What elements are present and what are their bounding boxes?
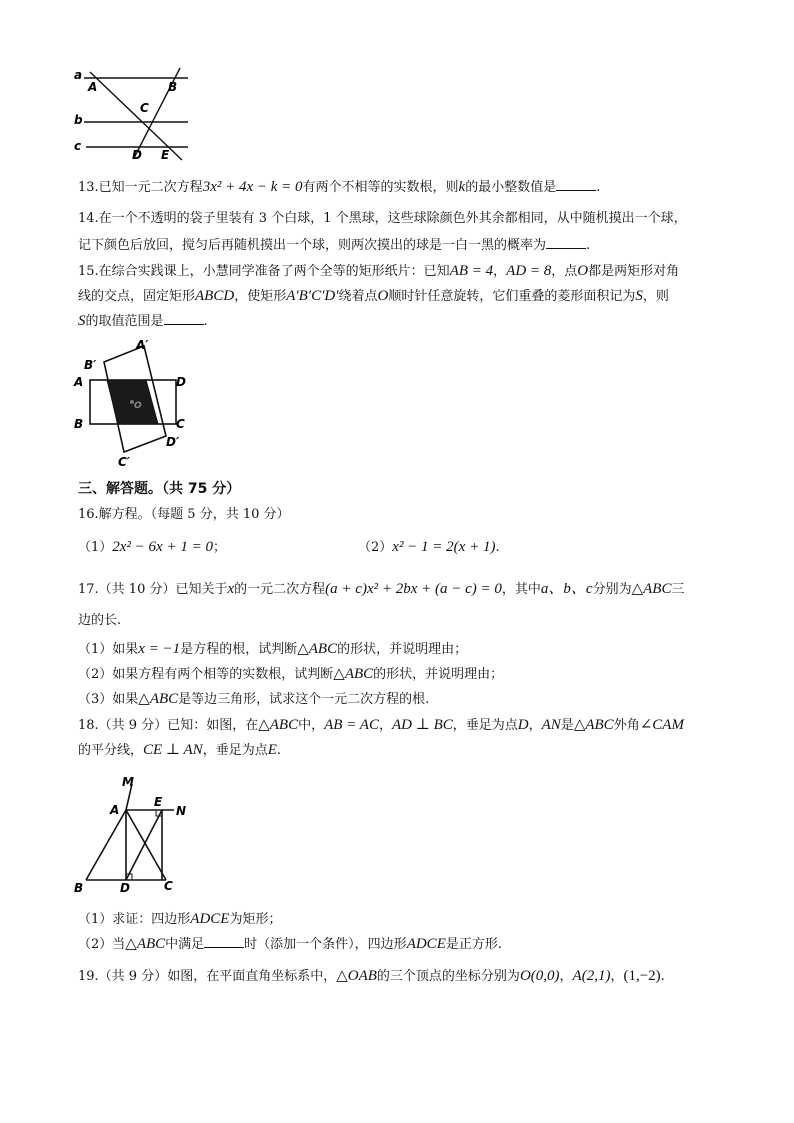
label-A-prime: A′ — [136, 338, 149, 352]
label-N: N — [176, 804, 187, 818]
triangle-figure — [70, 772, 190, 894]
label-B: B — [74, 417, 84, 431]
answer-blank — [204, 935, 244, 948]
label-D: D — [120, 881, 130, 894]
label-C-prime: C′ — [118, 455, 130, 469]
section-3-heading: 三、解答题。（共 75 分） — [78, 481, 241, 497]
label-B: B — [168, 80, 178, 94]
question-18-line-2: 的平分线，CE ⊥ AN，垂足为点E. — [78, 742, 282, 758]
question-17-line-1: 17.（共 10 分）已知关于x的一元二次方程(a + c)x² + 2bx + (a − c) = 0，其中a、b、c分别为△ABC三 — [78, 581, 685, 597]
question-15-line-2: 线的交点，固定矩形ABCD，使矩形A′B′C′D′绕着点O顺时针任意旋转，它们重叠的菱形面积记为S，则 — [78, 288, 669, 304]
question-18-line-1: 18.（共 9 分）已知：如图，在△ABC中，AB = AC，AD ⊥ BC，垂足为点D，AN是△ABC外角∠CAM — [78, 717, 684, 733]
answer-blank — [164, 312, 204, 325]
parallel-lines-figure — [70, 66, 195, 162]
question-16-part-2: （2）x² − 1 = 2(x + 1). — [358, 539, 500, 555]
label-C: C — [164, 879, 173, 893]
question-19-line-1: 19.（共 9 分）如图，在平面直角坐标系中，△OAB的三个顶点的坐标分别为O(0,0)，A(2,1)，(1,−2). — [78, 968, 665, 984]
label-O: O — [134, 401, 142, 411]
question-15-line-1: 15.在综合实践课上，小慧同学准备了两个全等的矩形纸片：已知AB = 4，AD = 8，点O都是两矩形对角 — [78, 263, 680, 279]
label-B-prime: B′ — [84, 358, 97, 372]
question-18-sub-2: （2）当△ABC中满足 时（添加一个条件），四边形ADCE是正方形. — [78, 936, 502, 952]
answer-blank — [556, 178, 596, 191]
question-17-line-2: 边的长. — [78, 613, 122, 628]
label-a: a — [74, 68, 83, 82]
question-18-sub-1: （1）求证：四边形ADCE为矩形； — [78, 911, 282, 927]
question-14-line-2: 记下颜色后放回，搅匀后再随机摸出一个球，则两次摸出的球是一白一黑的概率为 . — [78, 238, 591, 253]
label-A: A — [88, 80, 98, 94]
label-A: A — [74, 375, 84, 389]
label-B: B — [74, 881, 84, 894]
rotated-rectangles-figure — [72, 336, 194, 470]
question-17-sub-1: （1）如果x = −1是方程的根，试判断△ABC的形状，并说明理由； — [78, 641, 468, 657]
label-D: D — [132, 148, 142, 162]
question-17-sub-2: （2）如果方程有两个相等的实数根，试判断△ABC的形状，并说明理由； — [78, 666, 504, 682]
label-M: M — [122, 775, 134, 789]
answer-blank — [546, 236, 586, 249]
label-E: E — [161, 148, 170, 162]
label-b: b — [74, 113, 83, 127]
label-C: C — [140, 101, 149, 115]
label-E: E — [154, 795, 163, 809]
label-D-prime: D′ — [166, 435, 180, 449]
question-17-sub-3: （3）如果△ABC是等边三角形，试求这个一元二次方程的根. — [78, 691, 430, 707]
question-13: 13.已知一元二次方程3x² + 4x − k = 0有两个不相等的实数根，则k的最小整数值是 . — [78, 179, 601, 195]
label-C: C — [176, 417, 185, 431]
question-16-title: 16.解方程。（每题 5 分，共 10 分） — [78, 507, 290, 522]
question-16-part-1: （1）2x² − 6x + 1 = 0； — [78, 539, 226, 555]
label-A: A — [110, 803, 120, 817]
question-14-line-1: 14.在一个不透明的袋子里装有 3 个白球，1 个黑球，这些球除颜色外其余都相同，从中随机摸出一个球， — [78, 211, 687, 226]
question-15-line-3: S的取值范围是 . — [78, 313, 208, 329]
label-D: D — [176, 375, 186, 389]
label-c: c — [74, 139, 82, 153]
